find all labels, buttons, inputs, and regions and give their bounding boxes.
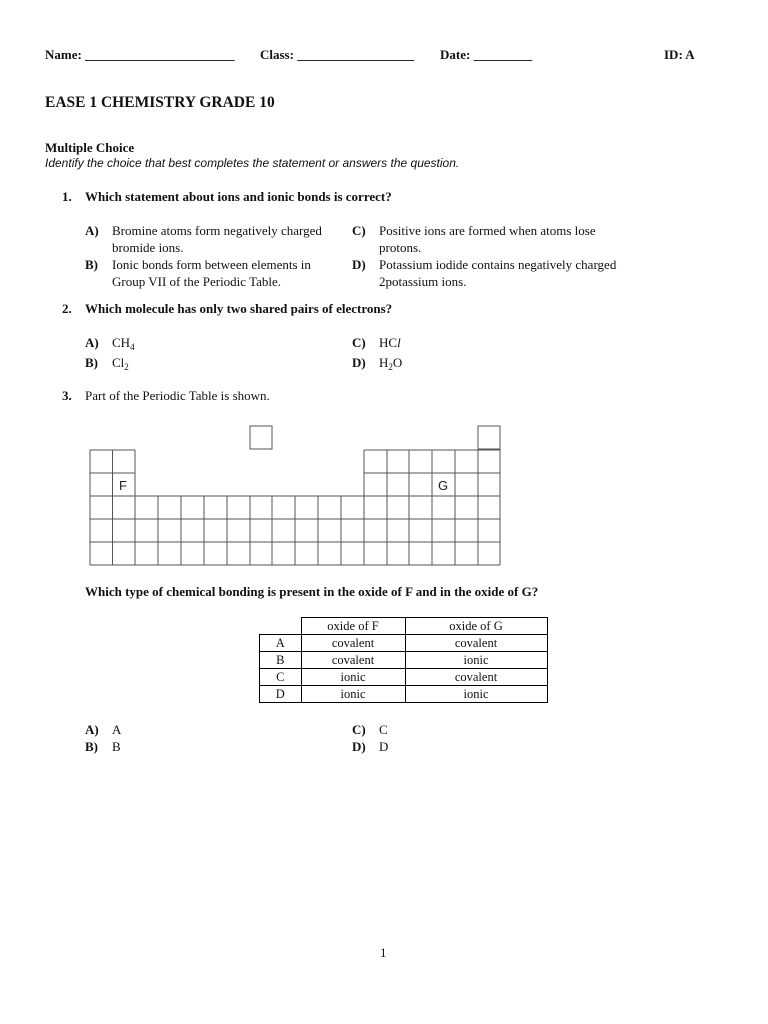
page-number: 1 — [380, 945, 387, 960]
table-row — [260, 669, 548, 686]
periodic-table-diagram — [85, 420, 505, 572]
question-text: Which type of chemical bonding is present in the oxide of F and in the oxide of G? — [85, 584, 539, 599]
choice-letter: C) — [352, 335, 366, 350]
table-cell: ionic — [301, 669, 405, 686]
table-cell: B — [260, 652, 302, 669]
table-header-cell: oxide of F — [301, 618, 405, 635]
element-label-f: F — [119, 478, 127, 493]
element-label-g: G — [438, 478, 449, 493]
date-field-label: Date: _________ — [440, 47, 533, 62]
choice-text: Positive ions are formed when atoms lose protons. — [379, 223, 596, 255]
formula-italic: l — [397, 335, 401, 350]
choice-text: Ionic bonds form between elements in Group VII of the Periodic Table. — [112, 257, 311, 289]
table-cell: covalent — [405, 635, 547, 652]
question-text: Which statement about ions and ionic bonds is correct? — [85, 189, 392, 204]
choice-formula — [379, 335, 401, 351]
choice-text: Bromine atoms form negatively charged bromide ions. — [112, 223, 322, 255]
question-text: Part of the Periodic Table is shown. — [85, 388, 270, 403]
table-cell: covalent — [301, 635, 405, 652]
choice-letter: A) — [85, 335, 99, 350]
formula-subscript: 4 — [130, 342, 135, 352]
table-row — [260, 635, 548, 652]
choice-letter: B) — [85, 355, 98, 370]
table-row — [260, 686, 548, 703]
formula-text-after: O — [392, 355, 403, 370]
table-cell: C — [260, 669, 302, 686]
question-number: 3. — [62, 388, 72, 403]
section-heading: Multiple Choice — [45, 140, 135, 155]
table-header-cell — [260, 618, 302, 635]
hydrogen-cell — [250, 426, 272, 449]
question-number: 2. — [62, 301, 72, 316]
table-cell: ionic — [301, 686, 405, 703]
choice-text: A — [112, 722, 122, 737]
table-cell: D — [260, 686, 302, 703]
name-field-label: Name: _______________________ — [45, 47, 235, 62]
helium-cell — [478, 426, 500, 449]
class-field-label: Class: __________________ — [260, 47, 415, 62]
id-label: ID: A — [664, 47, 695, 62]
question-number: 1. — [62, 189, 72, 204]
table-header-row — [260, 618, 548, 635]
choice-letter: B) — [85, 739, 98, 754]
formula-text: HC — [379, 335, 398, 350]
question-text: Which molecule has only two shared pairs of electrons? — [85, 301, 393, 316]
choice-letter: D) — [352, 355, 366, 370]
choice-formula — [112, 355, 129, 371]
left-block-columns — [90, 450, 135, 565]
page-title: EASE 1 CHEMISTRY GRADE 10 — [45, 94, 275, 111]
formula-text: H — [379, 355, 389, 370]
table-cell: covalent — [405, 669, 547, 686]
choice-text: C — [379, 722, 388, 737]
choice-text: D — [379, 739, 389, 754]
choice-formula — [379, 355, 402, 371]
bonding-table — [259, 617, 548, 703]
choice-letter: A) — [85, 223, 99, 238]
formula-subscript: 2 — [124, 362, 129, 372]
choice-letter: D) — [352, 739, 366, 754]
section-instructions: Identify the choice that best completes the statement or answers the question. — [45, 156, 460, 170]
choice-letter: B) — [85, 257, 98, 272]
transition-block-columns — [158, 496, 341, 565]
table-cell: ionic — [405, 686, 547, 703]
choice-text: B — [112, 739, 121, 754]
formula-text: Cl — [112, 355, 125, 370]
choice-letter: A) — [85, 722, 99, 737]
table-header-cell: oxide of G — [405, 618, 547, 635]
table-row — [260, 652, 548, 669]
choice-formula — [112, 335, 135, 351]
choice-letter: C) — [352, 223, 366, 238]
formula-text: CH — [112, 335, 131, 350]
choice-text: Potassium iodide contains negatively charged 2potassium ions. — [379, 257, 617, 289]
table-cell: A — [260, 635, 302, 652]
formula-subscript: 2 — [388, 362, 393, 372]
table-cell: covalent — [301, 652, 405, 669]
table-cell: ionic — [405, 652, 547, 669]
choice-letter: D) — [352, 257, 366, 272]
choice-letter: C) — [352, 722, 366, 737]
